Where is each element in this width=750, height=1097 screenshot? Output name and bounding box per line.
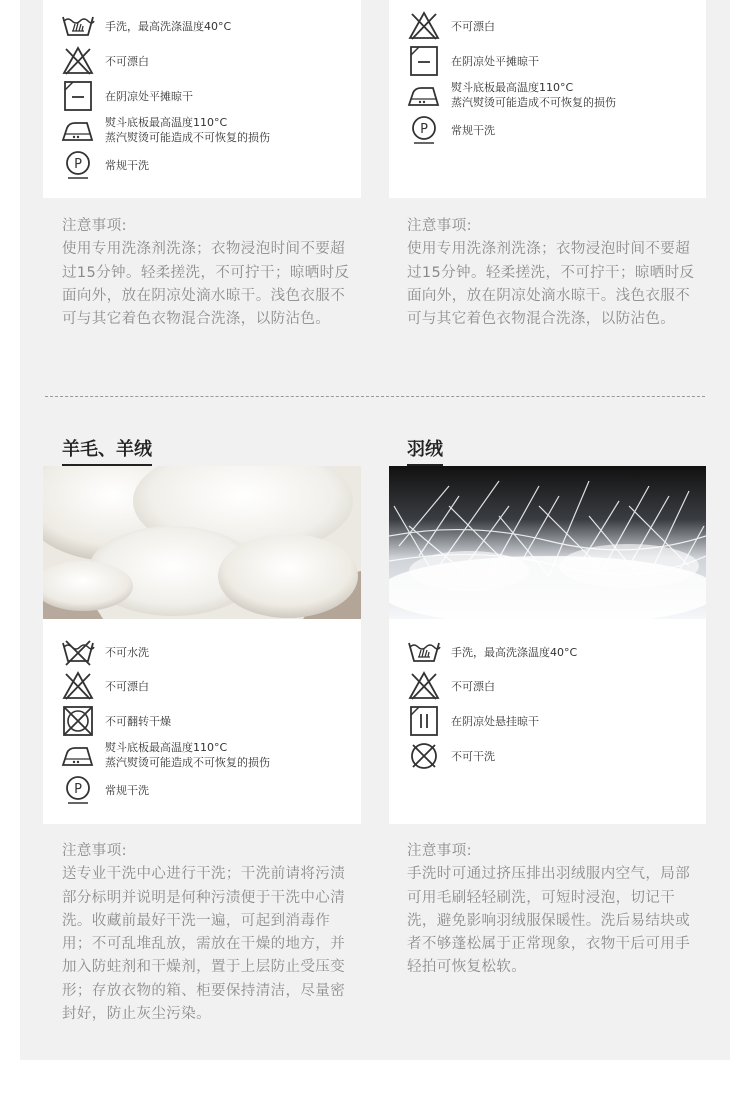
note-text: 使用专用洗涤剂洗涤；衣物浸泡时间不要超过15分钟。轻柔搓洗，不可拧干；晾晒时反面向外，放在阴凉处滴水晾干。浅色衣服不可与其它着色衣物混合洗涤，以防沾色。 xyxy=(407,241,695,328)
dry-clean-p-icon xyxy=(407,115,441,145)
note-title: 注意事项: xyxy=(62,218,127,234)
care-item xyxy=(407,741,495,771)
no-tumble-dry-icon xyxy=(61,706,95,736)
care-item xyxy=(407,115,495,145)
care-item-text: 在阴凉处平摊晾干 xyxy=(451,54,539,68)
care-item-text: 常规干洗 xyxy=(105,783,149,797)
no-bleach-icon xyxy=(407,11,441,41)
care-item xyxy=(61,150,149,180)
care-card-top-left xyxy=(43,0,361,198)
no-dry-clean-icon xyxy=(407,741,441,771)
no-bleach-icon xyxy=(61,46,95,76)
svg-text:P: P xyxy=(74,157,82,172)
dry-clean-p-icon xyxy=(61,775,95,805)
care-item xyxy=(61,637,149,667)
no-wash-icon xyxy=(61,637,95,667)
hand-wash-40-icon xyxy=(407,637,441,667)
no-bleach-icon xyxy=(407,671,441,701)
care-item-text: 不可水洗 xyxy=(105,645,149,659)
care-item-text: 在阴凉处平摊晾干 xyxy=(105,89,193,103)
svg-text:P: P xyxy=(420,122,428,137)
hand-wash-40-icon xyxy=(61,11,95,41)
iron-110-icon xyxy=(407,80,441,110)
care-item-text: 熨斗底板最高温度110°C 蒸汽熨烫可能造成不可恢复的损伤 xyxy=(451,81,616,109)
down-heading: 羽绒 xyxy=(407,435,443,466)
care-item xyxy=(407,637,577,667)
care-item-text: 手洗，最高洗涤温度40°C xyxy=(105,19,232,33)
care-item-text: 不可漂白 xyxy=(451,679,495,693)
care-item-text: 不可漂白 xyxy=(105,679,149,693)
care-item xyxy=(407,671,495,701)
care-item-text: 不可漂白 xyxy=(451,19,495,33)
line-dry-in-shade-icon xyxy=(407,706,441,736)
care-item-text: 在阴凉处悬挂晾干 xyxy=(451,714,539,728)
care-item xyxy=(407,46,539,76)
note-text: 使用专用洗涤剂洗涤；衣物浸泡时间不要超过15分钟。轻柔搓洗，不可拧干；晾晒时反面向外，放在阴凉处滴水晾干。浅色衣服不可与其它着色衣物混合洗涤，以防沾色。 xyxy=(62,241,350,328)
down-photo xyxy=(389,466,706,619)
note-title: 注意事项: xyxy=(407,843,472,859)
care-item-text: 不可漂白 xyxy=(105,54,149,68)
care-item xyxy=(61,115,270,145)
care-item xyxy=(61,706,171,736)
care-item-text: 常规干洗 xyxy=(451,123,495,137)
care-item-text: 常规干洗 xyxy=(105,158,149,172)
care-note-top-right xyxy=(407,215,697,331)
note-title: 注意事项: xyxy=(407,218,472,234)
no-bleach-icon xyxy=(61,671,95,701)
care-note-wool xyxy=(62,840,352,1026)
iron-110-icon xyxy=(61,740,95,770)
care-note-down xyxy=(407,840,697,980)
care-item xyxy=(407,706,539,736)
iron-110-icon xyxy=(61,115,95,145)
care-item-text: 不可翻转干燥 xyxy=(105,714,171,728)
care-card-top-right xyxy=(389,0,706,198)
note-text: 手洗时可通过挤压排出羽绒服内空气，局部可用毛刷轻轻刷洗，可短时浸泡，切记干洗，避免影响羽绒服保暖性。洗后易结块或者不够蓬松属于正常现象，衣物干后可用手轻拍可恢复松软。 xyxy=(407,866,691,976)
dry-clean-p-icon xyxy=(61,150,95,180)
care-item xyxy=(61,46,149,76)
care-item xyxy=(61,740,270,770)
care-item-text: 不可干洗 xyxy=(451,749,495,763)
note-title: 注意事项: xyxy=(62,843,127,859)
care-item xyxy=(61,11,231,41)
note-text: 送专业干洗中心进行干洗；干洗前请将污渍部分标明并说明是何种污渍便于干洗中心清洗。收藏前最好干洗一遍，可起到消毒作用；不可乱堆乱放，需放在干燥的地方，并加入防蛀剂和干燥剂，置于上层防止受压变形；存放衣物的箱、柜要保持清洁，尽量密封好，防止灰尘污染。 xyxy=(62,866,346,1023)
wool-photo xyxy=(43,466,361,619)
care-item xyxy=(61,671,149,701)
care-item-text: 熨斗底板最高温度110°C 蒸汽熨烫可能造成不可恢复的损伤 xyxy=(105,116,270,144)
care-item xyxy=(61,81,193,111)
section-divider xyxy=(45,396,705,397)
svg-text:P: P xyxy=(74,782,82,797)
care-item xyxy=(61,775,149,805)
care-item-text: 手洗，最高洗涤温度40°C xyxy=(451,645,578,659)
care-note-top-left xyxy=(62,215,352,331)
care-card-wool xyxy=(43,619,361,824)
wool-heading: 羊毛、羊绒 xyxy=(62,435,152,466)
dry-flat-in-shade-icon xyxy=(407,46,441,76)
care-item xyxy=(407,80,616,110)
care-item-text: 熨斗底板最高温度110°C 蒸汽熨烫可能造成不可恢复的损伤 xyxy=(105,741,270,769)
care-item xyxy=(407,11,495,41)
dry-flat-in-shade-icon xyxy=(61,81,95,111)
care-card-down xyxy=(389,619,706,824)
